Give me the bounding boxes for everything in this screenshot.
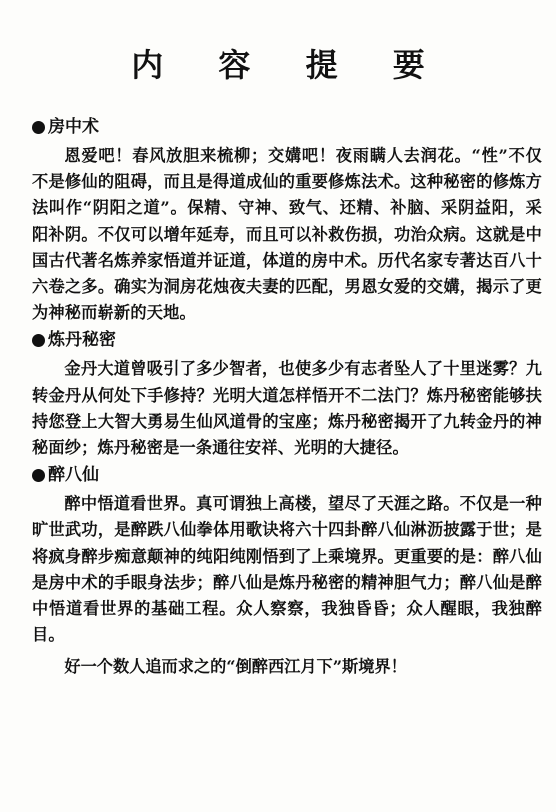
closing-line: 好一个数人追而求之的“倒醉西江月下”斯境界！ xyxy=(64,657,407,677)
section-paragraph: 醉中悟道看世界。真可谓独上高楼，望尽了天涯之路。不仅是一种旷世武功，是醉跌八仙拳体用歌诀将六十四卦醉八仙淋沥披露于世；是将疯身醉步痴意颠神的纯阳纯刚悟到了上乘境界。更重要的是：醉八仙是房中术的手眼身法步；醉八仙是炼丹秘密的精神胆气力；醉八仙是醉中悟道看世界的基础工程。众人察察，我独昏昏；众人醒眼，我独醉目。 xyxy=(32,494,542,645)
bullet-dot-icon xyxy=(32,334,45,347)
page-title: 内 容 提 要 xyxy=(131,46,447,84)
section-liandan-mimi xyxy=(32,327,542,461)
bullet-dot-icon xyxy=(32,121,45,134)
section-paragraph: 恩爱吧！春风放胆来梳柳；交媾吧！夜雨瞒人去润花。“性”不仅不是修仙的阻碍，而且是得道成仙的重要修炼法术。这种秘密的修炼方法叫作“阴阳之道”。保精、守神、致气、还精、补脑、采阴益阳，采阳补阴。不仅可以增年延寿，而且可以补救伤损，功治众病。这就是中国古代著名炼养家悟道并证道，体道的房中术。历代名家专著达百八十六卷之多。确实为洞房花烛夜夫妻的匹配，男恩女爱的交媾，揭示了更为神秘而崭新的天地。 xyxy=(32,146,542,323)
section-heading xyxy=(32,462,542,488)
content-body xyxy=(32,114,542,681)
section-paragraph: 金丹大道曾吸引了多少智者，也使多少有志者坠人了十里迷雾？九转金丹从何处下手修持？光明大道怎样悟开不二法门？炼丹秘密能够扶持您登上大智大勇易生仙风道骨的宝座；炼丹秘密揭开了九转金丹的神秘面纱；炼丹秘密是一条通往安祥、光明的大捷径。 xyxy=(32,359,542,458)
section-heading xyxy=(32,114,542,140)
section-fangzhongshu xyxy=(32,114,542,326)
section-heading-text: 炼丹秘密 xyxy=(48,330,116,351)
bullet-dot-icon xyxy=(32,469,45,482)
section-heading-text: 醉八仙 xyxy=(48,465,99,486)
section-zuibaxian xyxy=(32,462,542,648)
section-heading-text: 房中术 xyxy=(48,117,99,137)
section-heading xyxy=(32,327,542,353)
